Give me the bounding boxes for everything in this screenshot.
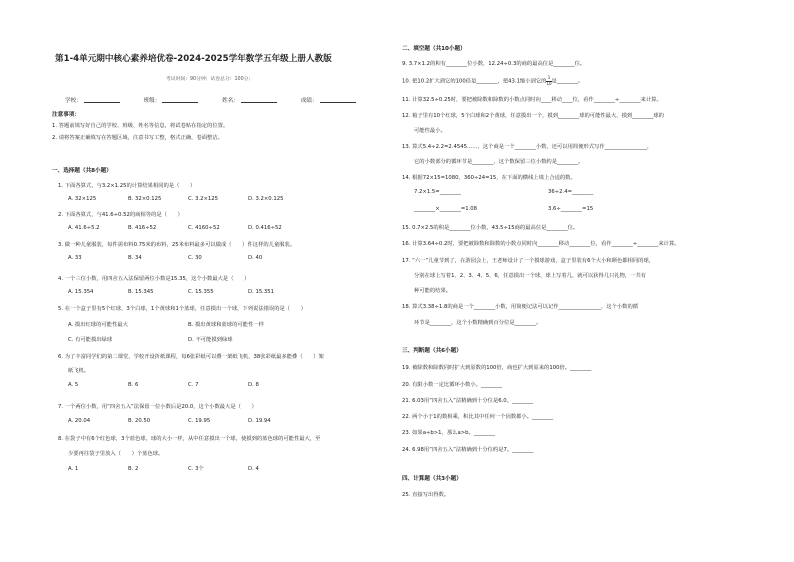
question-text: 9. 3.7×1.2的积有________位小数，12.24÷0.3的商的最高位是________位。 — [402, 61, 586, 67]
notice-item: 2. 请将答案正确填写在答题区域，注意书写工整，格式正确，卷面整洁。 — [52, 135, 223, 141]
question-text: 7. 一个两位小数，用“四舍五入”法保留一位小数后是20.0，这个小数最大是（ ） — [58, 404, 257, 410]
option[interactable]: D. 8 — [248, 382, 259, 388]
question-text: 20. 有限小数一定比循环小数小。________ — [402, 382, 503, 388]
question-text: 17. “六一”儿童节到了，在游园会上，王老师设计了一个摸球游戏，盒子里装有6个大小和颜色都相同的球， — [402, 258, 655, 264]
question-text: 24. 6.98用“四舍五入”法精确到十分位约是7。________ — [402, 447, 534, 453]
question-text: 23. 如果a÷b>1，那么a>b。________ — [402, 430, 495, 436]
score-field[interactable] — [320, 96, 356, 103]
question-options — [68, 418, 308, 424]
option[interactable]: D. 40 — [248, 255, 263, 261]
question-text-cont: 环节是________，这个小数精确到百分位是________。 — [414, 320, 542, 326]
question-text-cont: 种可能的结果。 — [414, 288, 452, 294]
option[interactable]: A. 41.6÷5.2 — [68, 225, 100, 231]
option[interactable]: B. 34 — [128, 255, 142, 261]
section-heading-judge: 三、判断题（共6小题） — [402, 348, 462, 354]
option[interactable]: C. 4160÷52 — [188, 225, 220, 231]
option[interactable]: C. 3个 — [188, 466, 204, 472]
score-label: 成绩： — [300, 98, 318, 104]
question-text-cont: 少要再往袋子里放入（ ）个蓝色球。 — [68, 451, 164, 457]
question-text-cont: 纸飞机。 — [68, 368, 90, 374]
option[interactable]: A. 20.04 — [68, 418, 91, 424]
option[interactable]: C. 有可能摸出绿球 — [68, 337, 113, 343]
option[interactable]: C. 19.95 — [188, 418, 211, 424]
question-text: 13. 算式5.4÷2.2=2.4545……，这个商是一个________小数，还可以用简便形式写作________________， — [402, 144, 653, 150]
question-options — [68, 320, 308, 328]
option[interactable]: D. 19.94 — [248, 418, 271, 424]
question-text: 18. 算式3.38÷1.8的商是一个________小数，用简便记法可以记作________________，这个小数的循 — [402, 304, 639, 310]
school-field[interactable] — [84, 96, 120, 103]
question-text: 1. 下面各算式，与3.2×1.25的计算结果相同的是（ ） — [58, 183, 196, 189]
question-options — [68, 382, 308, 388]
question-text: 15. 0.7×2.5的积是________位小数，43.5÷15商的最高位是________位。 — [402, 225, 579, 231]
option[interactable]: B. 6 — [128, 382, 139, 388]
question-text: 2. 下面各算式，与41.6÷0.52的商相等的是（ ） — [58, 212, 183, 218]
section-heading-calc: 四、计算题（共3小题） — [402, 476, 462, 482]
question-text — [402, 76, 583, 86]
option[interactable]: D. 4 — [248, 466, 259, 472]
question-text: 5. 在一个盒子里有5个红球，3个白球，1个黄球和1个蓝球，任意摸出一个球，下列说法错误的是（ ） — [58, 306, 306, 312]
question-text-part: 是________。 — [551, 78, 584, 85]
paper-title: 第1-4单元期中核心素养培优卷-2024-2025学年数学五年级上册人教版 — [55, 54, 332, 64]
question-text: 12. 箱子里有10个红球，5个白球和2个黄球，任意摸出一个，摸到________球的可能性最大，摸到________球的 — [402, 113, 664, 119]
question-text: 22. 两个小于1的数相乘，积比其中任何一个因数都小。________ — [402, 414, 554, 420]
option[interactable]: D. 15.351 — [248, 289, 274, 295]
name-field[interactable] — [241, 96, 277, 103]
option[interactable]: B. 416÷52 — [128, 225, 157, 231]
question-text-cont: 可能性最小。 — [414, 128, 446, 134]
question-text: 3. 做一种儿童服装，每件需布料0.75米的布料，25米布料最多可以做成（ ）件这样的儿童服装。 — [58, 242, 296, 248]
question-text: 14. 根据72×15=1080，360÷24=15，在下面的横线上填上合适的数。 — [402, 175, 576, 181]
option[interactable]: C. 15.355 — [188, 289, 214, 295]
notice-heading: 注意事项： — [52, 112, 80, 118]
class-label: 班级： — [143, 98, 161, 104]
question-options — [68, 464, 308, 472]
option[interactable]: B. 20.50 — [128, 418, 151, 424]
question-options — [68, 196, 308, 202]
question-text: 19. 被除数和除数同时扩大到原数的100倍，商也扩大到原来的100倍。________ — [402, 365, 592, 371]
calc-item: 7.2×1.5=________ — [414, 189, 461, 195]
calc-item: 3.6÷________=15 — [548, 206, 594, 212]
option[interactable]: A. 5 — [68, 382, 79, 388]
question-text: 25. 直接写出得数。 — [402, 492, 450, 498]
option[interactable]: D. 0.416÷52 — [248, 225, 282, 231]
option[interactable]: C. 30 — [188, 255, 202, 261]
option[interactable]: B. 15.345 — [128, 289, 154, 295]
exam-info: 考试时间：90分钟；试卷总分：100分； — [166, 77, 254, 82]
option[interactable]: D. 3.2×0.125 — [248, 196, 284, 202]
calc-item: ________×________=1.08 — [414, 206, 478, 212]
question-text: 8. 在袋子中有6个红色球，3个蓝色球，球的大小一样，从中任意摸出一个球，使摸到的蓝色球的可能性最大，至 — [58, 436, 321, 442]
option[interactable]: B. 32×0.125 — [128, 196, 162, 202]
question-text-cont: 它的小数部分的循环节是________，这个数保留三位小数约是________。 — [414, 159, 584, 165]
school-label: 学校： — [65, 98, 82, 104]
section-heading-fill: 二、填空题（共10小题） — [402, 46, 466, 52]
option[interactable]: A. 摸出红球的可能性最大 — [68, 322, 128, 328]
question-text: 6. 为了丰富同学们的第二课堂，学校开设折纸课程，每6张彩纸可以叠一架纸飞机，38张彩纸最多能叠（ ）架 — [58, 354, 324, 360]
question-text: 11. 计算32.5÷0.25时，要把被除数和除数的小数点同时向____移动____位，看作________÷________来计算。 — [402, 97, 662, 103]
option[interactable]: C. 3.2×125 — [188, 196, 219, 202]
question-options — [68, 255, 308, 261]
question-text: 16. 计算3.64÷0.2时，要把被除数和除数的小数点同时向________移动________位，看作________÷________来计算。 — [402, 241, 680, 247]
question-text-cont: 分别在球上写着1、2、3、4、5、6，任意摸出一个球，球上写着几，就可以获得几只礼物，一共有 — [414, 273, 647, 279]
option[interactable]: A. 1 — [68, 466, 79, 472]
class-field[interactable] — [162, 96, 198, 103]
option[interactable]: A. 15.354 — [68, 289, 94, 295]
option[interactable]: B. 摸出黄球和蓝球的可能性一样 — [188, 322, 264, 328]
option[interactable]: C. 7 — [188, 382, 199, 388]
question-options — [68, 225, 308, 231]
notice-item: 1. 答题前填写好自己的学校、班级、姓名等信息，将试卷贴在指定的位置。 — [52, 123, 229, 129]
option[interactable]: A. 32×125 — [68, 196, 97, 202]
fraction-numerator: 1 — [547, 75, 551, 80]
question-options — [68, 335, 308, 343]
name-label: 姓名： — [222, 98, 239, 104]
question-text-part: 10. 把10.2扩大到它的100倍是________，把43.1缩小到它的 — [402, 78, 547, 85]
question-text: 4. 一个三位小数，用四舍五入法保留两位小数是15.35，这个小数最大是（ ） — [58, 276, 250, 282]
calc-item: 36÷2.4=________ — [548, 189, 594, 195]
option[interactable]: D. 不可能摸到绿球 — [188, 337, 233, 343]
question-text: 21. 6.03用“四舍五入”法精确到十分位是6.0。________ — [402, 398, 534, 404]
fraction-denominator: 10 — [546, 80, 552, 86]
question-options — [68, 289, 308, 295]
section-heading-choice: 一、选择题（共8小题） — [52, 168, 112, 174]
student-info-fields — [65, 96, 378, 104]
option[interactable]: A. 33 — [68, 255, 82, 261]
option[interactable]: B. 2 — [128, 466, 139, 472]
